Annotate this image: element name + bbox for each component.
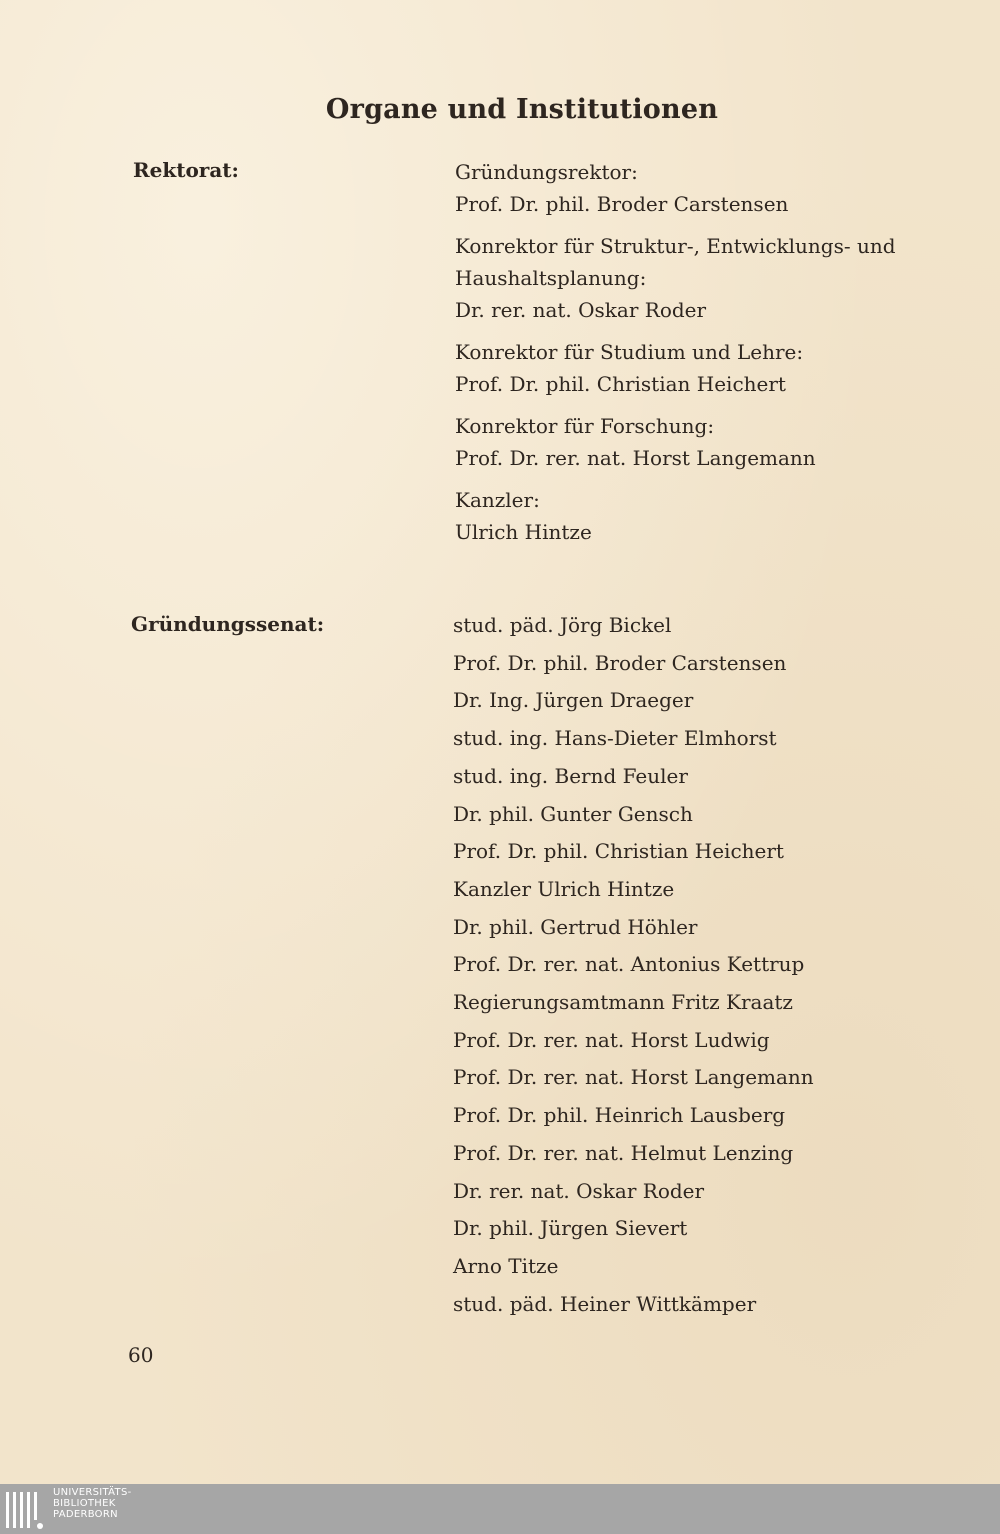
- library-footer: [0, 1484, 1000, 1534]
- rektorat-entry-line: Dr. rer. nat. Oskar Roder: [455, 298, 707, 322]
- rektorat-entry-line: Ulrich Hintze: [455, 520, 592, 544]
- senat-member: Prof. Dr. phil. Heinrich Lausberg: [453, 1103, 786, 1128]
- page-title: Organe und Institutionen: [325, 94, 719, 125]
- senat-member: Prof. Dr. rer. nat. Horst Ludwig: [453, 1027, 770, 1052]
- rektorat-entry-line: Haushaltsplanung:: [455, 266, 647, 290]
- rektorat-entry-line: Prof. Dr. rer. nat. Horst Langemann: [455, 446, 816, 470]
- senat-member: stud. ing. Hans-Dieter Elmhorst: [453, 726, 777, 751]
- rektorat-label: Rektorat:: [133, 158, 239, 182]
- senat-member: Prof. Dr. rer. nat. Antonius Kettrup: [453, 952, 805, 977]
- senat-member: Prof. Dr. phil. Christian Heichert: [453, 839, 784, 864]
- library-name-line: PADERBORN: [53, 1509, 118, 1520]
- library-name-line: UNIVERSITÄTS-: [53, 1487, 132, 1498]
- senat-member: Prof. Dr. rer. nat. Helmut Lenzing: [453, 1140, 794, 1165]
- senat-member: stud. ing. Bernd Feuler: [453, 763, 688, 788]
- library-logo-icon: [4, 1486, 48, 1532]
- page-number: 60: [128, 1343, 154, 1367]
- senat-member-list: [453, 607, 973, 1323]
- rektorat-entry: [455, 156, 975, 220]
- senat-member: Dr. rer. nat. Oskar Roder: [453, 1178, 705, 1203]
- rektorat-entry-line: Konrektor für Struktur-, Entwicklungs- und: [455, 234, 896, 258]
- senat-member: Regierungsamtmann Fritz Kraatz: [453, 990, 793, 1015]
- rektorat-entry-line: Prof. Dr. phil. Broder Carstensen: [455, 192, 789, 216]
- rektorat-entry-line: Kanzler:: [455, 488, 540, 512]
- senat-member: Dr. phil. Jürgen Sievert: [453, 1216, 688, 1241]
- senat-member: Dr. phil. Gunter Gensch: [453, 801, 693, 826]
- rektorat-entry: [455, 484, 975, 548]
- senat-member: Kanzler Ulrich Hintze: [453, 876, 675, 901]
- rektorat-entry-line: Gründungsrektor:: [455, 160, 638, 184]
- rektorat-entry-line: Konrektor für Forschung:: [455, 414, 715, 438]
- rektorat-list: [455, 156, 975, 558]
- senat-member: Prof. Dr. rer. nat. Horst Langemann: [453, 1065, 814, 1090]
- rektorat-entry: [455, 336, 975, 400]
- rektorat-entry-line: Konrektor für Studium und Lehre:: [455, 340, 804, 364]
- senat-member: Dr. phil. Gertrud Höhler: [453, 914, 698, 939]
- senat-member: Arno Titze: [453, 1253, 559, 1278]
- library-name: [53, 1487, 132, 1520]
- rektorat-entry: [455, 410, 975, 474]
- senat-member: Prof. Dr. phil. Broder Carstensen: [453, 650, 787, 675]
- rektorat-entry-line: Prof. Dr. phil. Christian Heichert: [455, 372, 786, 396]
- rektorat-entry: [455, 230, 975, 326]
- library-name-line: BIBLIOTHEK: [53, 1498, 116, 1509]
- senat-member: stud. päd. Heiner Wittkämper: [453, 1291, 757, 1316]
- senat-member: Dr. Ing. Jürgen Draeger: [453, 688, 694, 713]
- senat-member: stud. päd. Jörg Bickel: [453, 613, 672, 637]
- senat-label: Gründungssenat:: [131, 612, 325, 636]
